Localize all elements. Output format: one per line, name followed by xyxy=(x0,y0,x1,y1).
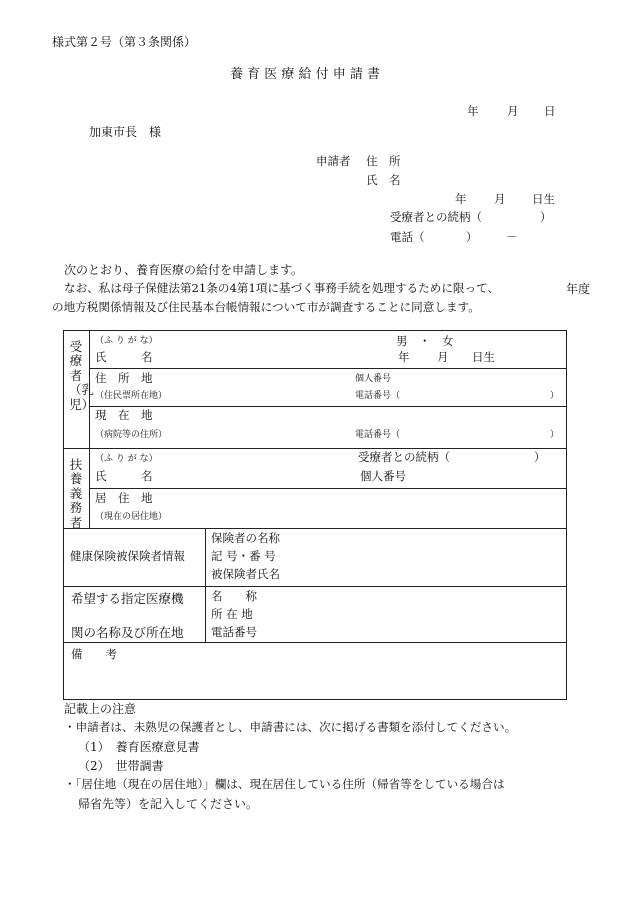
symbol-number-label: 記 号・番 号 xyxy=(211,549,276,563)
guardian-relation-label: 受療者との続柄（ xyxy=(358,450,450,464)
applicant-phone-dash: － xyxy=(506,230,518,244)
hospital-name-label: 名 称 xyxy=(211,589,257,603)
intro-line-3: の地方税関係情報及び住民基本台帳情報について市が調査することに同意します。 xyxy=(52,300,480,314)
hospital-bottom-line xyxy=(63,642,566,643)
intro-line-2: なお、私は母子保健法第21条の4第1項に基づく事務手続を処理するために限って、 xyxy=(64,281,500,295)
notes-item-2-line-1: ・「居住地（現在の居住地）」欄は、現在居住している住所（帰省等をしている場合は xyxy=(64,777,505,791)
applicant-name-label: 氏 名 xyxy=(366,173,401,187)
patient-current-label: 現 在 地 xyxy=(95,408,153,422)
patient-current-sub: （病院等の住所） xyxy=(95,430,168,440)
hospital-label-2: 関の名称及び所在地 xyxy=(71,625,184,640)
applicant-birth-year: 年 xyxy=(455,192,467,206)
applicant-label: 申請者 xyxy=(316,154,351,168)
patient-sex: 男 ・ 女 xyxy=(396,334,454,348)
patient-birth-year: 年 xyxy=(398,350,410,364)
page-title: 養 育 医 療 給 付 申 請 書 xyxy=(230,67,381,82)
insured-name-label: 被保険者氏名 xyxy=(211,567,280,581)
patient-address-sub: （住民票所在地） xyxy=(95,391,168,401)
date-day: 日 xyxy=(544,104,556,118)
hospital-phone-label: 電話番号 xyxy=(211,625,257,639)
guardian-relation-close: ） xyxy=(534,450,546,464)
guardian-residence-sub: （現在の居住地） xyxy=(95,512,168,522)
applicant-birth-day: 日生 xyxy=(532,192,555,206)
patient-birth-day: 日生 xyxy=(472,350,495,364)
guardian-residence-label: 居 住 地 xyxy=(95,491,153,505)
intro-line-1: 次のとおり、養育医療の給付を申請します。 xyxy=(64,263,304,277)
date-month: 月 xyxy=(507,104,519,118)
patient-birth-month: 月 xyxy=(437,350,449,364)
hospital-location-label: 所 在 地 xyxy=(211,607,253,621)
patient-phone-close: ） xyxy=(550,391,560,401)
patient-name-label: 氏 名 xyxy=(95,350,153,364)
row-line-1 xyxy=(89,368,566,369)
guardian-personal-no: 個人番号 xyxy=(360,469,406,483)
form-number: 様式第２号（第３条関係） xyxy=(52,35,197,49)
patient-furigana: （ふ り が な） xyxy=(95,336,158,346)
notes-item-2-line-2: 帰省先等）を記入してください。 xyxy=(78,797,259,811)
guardian-furigana: （ふ り が な） xyxy=(95,454,158,464)
guardian-bottom-line xyxy=(63,528,566,529)
patient-bottom-line xyxy=(63,448,566,449)
patient-phone-label: 電話番号（ xyxy=(355,391,401,401)
applicant-relation-close: ） xyxy=(540,210,552,224)
row-line-3 xyxy=(89,488,566,489)
insurance-bottom-line xyxy=(63,586,566,587)
insurer-name-label: 保険者の名称 xyxy=(211,531,280,545)
applicant-phone-close: ） xyxy=(466,230,478,244)
notes-heading: 記載上の注意 xyxy=(64,702,137,716)
intro-line-2-year: 年度 xyxy=(566,282,591,296)
notes-item-1: ・申請者は、未熟児の保護者とし、申請書には、次に掲げる書類を添付してください。 xyxy=(64,720,517,734)
patient-personal-no: 個人番号 xyxy=(355,374,392,384)
header-column-line xyxy=(89,330,90,528)
notes-sub-1: （1） 養育医療意見書 xyxy=(78,740,200,754)
addressee: 加東市長 様 xyxy=(89,125,162,139)
date-year: 年 xyxy=(467,104,479,118)
applicant-phone-label: 電話（ xyxy=(390,230,425,244)
notes-sub-2: （2） 世帯調書 xyxy=(78,759,164,773)
hospital-label-1: 希望する指定医療機 xyxy=(71,591,184,606)
patient-address-label: 住 所 地 xyxy=(95,371,153,385)
guardian-header: 扶養義務者 xyxy=(69,457,83,530)
label-column-line xyxy=(205,528,206,642)
insurance-label: 健康保険被保険者情報 xyxy=(70,549,185,563)
patient-current-phone-close: ） xyxy=(550,430,560,440)
guardian-name-label: 氏 名 xyxy=(95,469,153,483)
applicant-address-label: 住 所 xyxy=(366,154,401,168)
patient-current-phone-label: 電話番号（ xyxy=(355,430,401,440)
patient-header: 受療者（乳児） xyxy=(69,339,95,412)
row-line-2 xyxy=(89,406,566,407)
remarks-label: 備 考 xyxy=(71,647,117,661)
applicant-relation-label: 受療者との続柄（ xyxy=(390,210,482,224)
applicant-birth-month: 月 xyxy=(494,192,506,206)
